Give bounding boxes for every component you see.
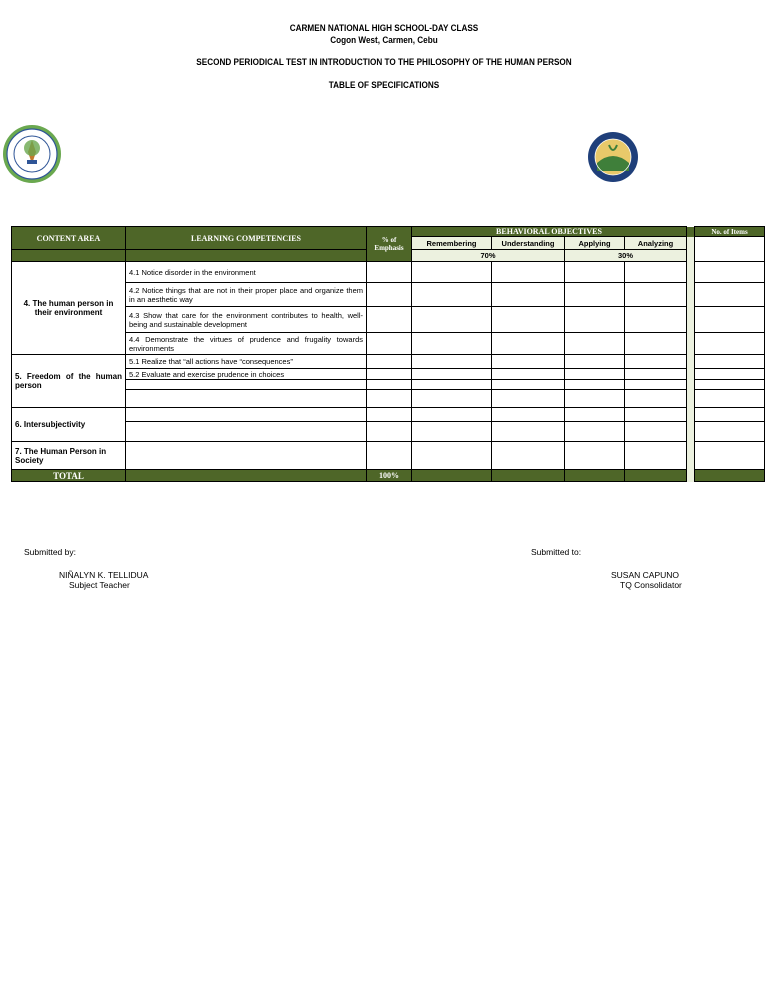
table-row [12,442,765,470]
competency-5-2: 5.2 Evaluate and exercise prudence in choices [126,369,367,380]
column-gap [687,237,695,482]
table-of-specifications [11,226,765,482]
total-percent: 100% [367,470,412,482]
total-label: TOTAL [12,470,126,482]
content-area-5: 5. Freedom of the human person [12,355,126,408]
header-emphasis: % of Emphasis [367,227,412,262]
doc-title: TABLE OF SPECIFICATIONS [328,80,440,91]
test-title: SECOND PERIODICAL TEST IN INTRODUCTION TO THE PHILOSOPHY OF THE HUMAN PERSON [196,57,572,68]
submitted-by-name: NIÑALYN K. TELLIDUA [59,570,149,580]
competency-5-1: 5.1 Realize that “all actions have “consequences” [126,355,367,369]
competency-4-2: 4.2 Notice things that are not in their proper place and organize them in an aesthetic way [126,283,367,307]
content-area-4: 4. The human person in their environment [12,262,126,355]
competency-4-1: 4.1 Notice disorder in the environment [126,262,367,283]
header-spacer [687,227,695,237]
header-applying: Applying [565,237,625,250]
header-behavioral-objectives: BEHAVIORAL OBJECTIVES [412,227,687,237]
header-learning-competencies: LEARNING COMPETENCIES [126,227,367,250]
content-area-7: 7. The Human Person in Society [12,442,126,470]
competency-4-3: 4.3 Show that care for the environment contributes to health, well-being and sustainable development [126,307,367,333]
total-row [12,470,765,482]
division-seal-logo [587,131,639,183]
lower-order-percent: 70% [412,250,565,262]
table-row [12,262,765,283]
submitted-by-label: Submitted by: [24,547,76,557]
table-row [12,355,765,369]
school-name: CARMEN NATIONAL HIGH SCHOOL-DAY CLASS [289,23,479,34]
submitted-to-label: Submitted to: [531,547,582,557]
header-no-of-items: No. of Items [695,227,765,237]
header-remembering: Remembering [412,237,492,250]
header-understanding: Understanding [492,237,565,250]
header-analyzing: Analyzing [625,237,687,250]
submitted-to-role: TQ Consolidator [620,580,682,590]
header-content-area: CONTENT AREA [12,227,126,250]
submitted-by-role: Subject Teacher [69,580,130,590]
table-row [12,408,765,422]
school-seal-logo [2,124,62,184]
items-header-blank [695,237,765,262]
submitted-to-name: SUSAN CAPUNO [611,570,680,580]
competency-4-4: 4.4 Demonstrate the virtues of prudence and frugality towards environments [126,333,367,355]
higher-order-percent: 30% [565,250,687,262]
school-address: Cogon West, Carmen, Cebu [330,35,438,46]
content-area-6: 6. Intersubjectivity [12,408,126,442]
